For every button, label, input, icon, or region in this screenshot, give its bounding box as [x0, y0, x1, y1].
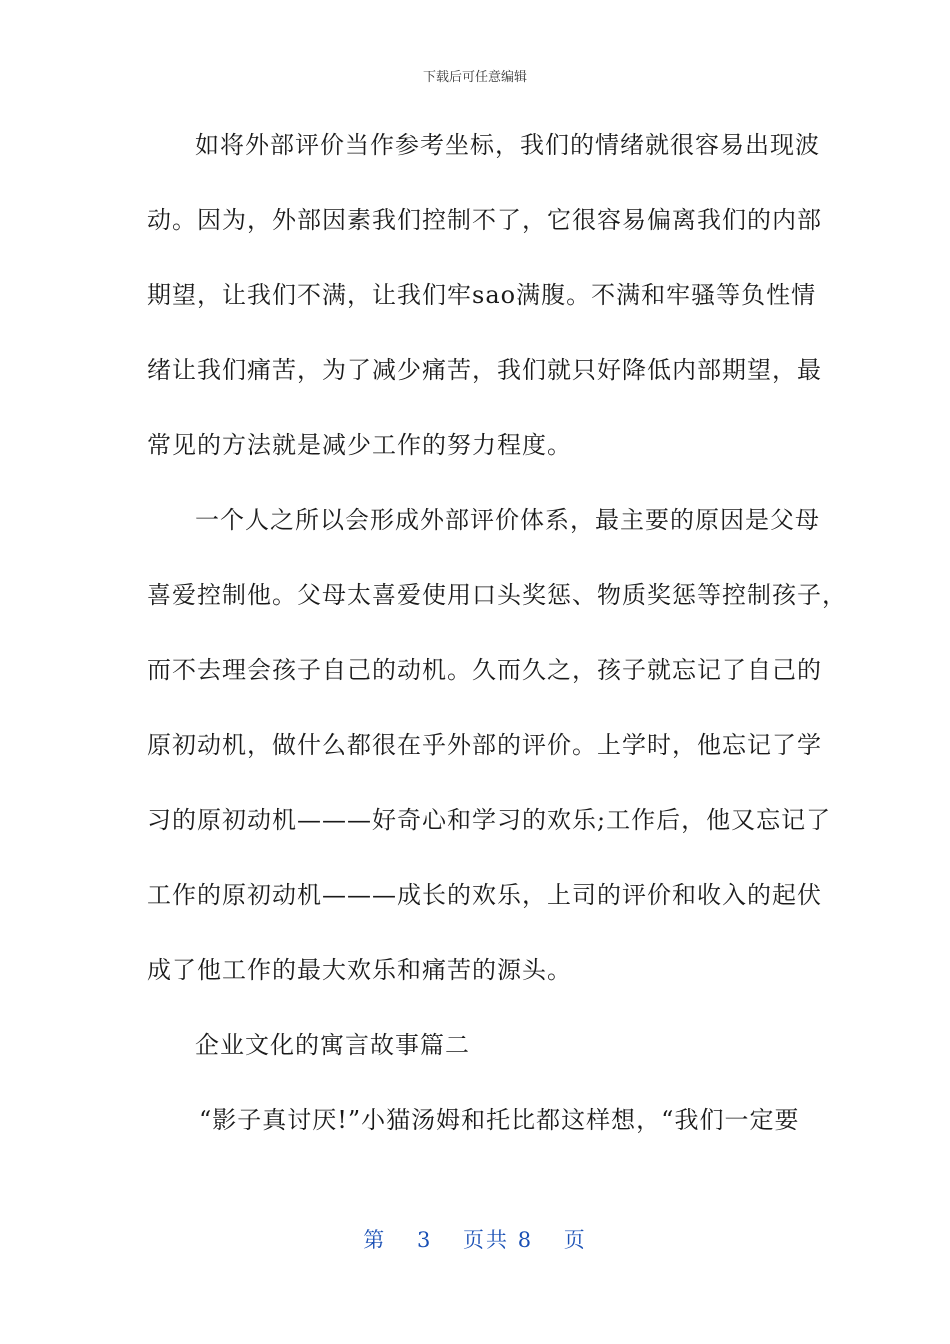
paragraph-line: 习的原初动机———好奇心和学习的欢乐;工作后，他又忘记了	[147, 806, 832, 834]
document-body	[147, 108, 847, 1158]
paragraph-line: 绪让我们痛苦，为了减少痛苦，我们就只好降低内部期望，最	[147, 356, 822, 384]
page-label-middle: 页共	[463, 1228, 509, 1252]
page-footer	[0, 1224, 950, 1254]
paragraph-line: 而不去理会孩子自己的动机。久而久之，孩子就忘记了自己的	[147, 656, 822, 684]
paragraph-1	[147, 108, 822, 483]
paragraph-line: 原初动机，做什么都很在乎外部的评价。上学时，他忘记了学	[147, 731, 822, 759]
paragraph-line: 常见的方法就是减少工作的努力程度。	[147, 431, 572, 459]
page-number-total: 8	[517, 1228, 534, 1252]
page-number-current: 3	[416, 1228, 433, 1252]
paragraph-line: 动。因为，外部因素我们控制不了，它很容易偏离我们的内部	[147, 206, 822, 234]
paragraph-line: 喜爱控制他。父母太喜爱使用口头奖惩、物质奖惩等控制孩子，	[147, 581, 847, 609]
section-heading	[147, 1008, 807, 1083]
paragraph-line: “影子真讨厌!”小猫汤姆和托比都这样想，“我们一定要	[199, 1106, 800, 1134]
paragraph-3	[147, 1083, 807, 1158]
page-header: 下载后可任意编辑	[422, 70, 527, 85]
paragraph-line: 如将外部评价当作参考坐标，我们的情绪就很容易出现波	[195, 131, 820, 159]
section-heading-text: 企业文化的寓言故事篇二	[195, 1031, 470, 1059]
paragraph-line: 期望，让我们不满，让我们牢sao满腹。不满和牢骚等负性情	[147, 281, 817, 309]
page-label-suffix: 页	[563, 1228, 587, 1252]
paragraph-line: 成了他工作的最大欢乐和痛苦的源头。	[147, 956, 572, 984]
paragraph-2	[147, 483, 847, 1008]
paragraph-line: 工作的原初动机———成长的欢乐，上司的评价和收入的起伏	[147, 881, 822, 909]
paragraph-line: 一个人之所以会形成外部评价体系，最主要的原因是父母	[195, 506, 820, 534]
page-label-prefix: 第	[363, 1228, 387, 1252]
